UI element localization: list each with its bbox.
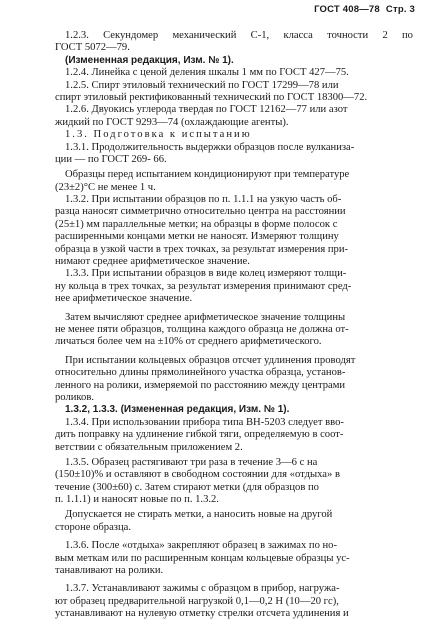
text-line: 1.2.6. Двуокись углерода твердая по ГОСТ 12162—77 или азот bbox=[65, 104, 348, 116]
page-header bbox=[314, 4, 415, 15]
text-line: 1.3.1. Продолжительность выдержки образцов после вулканиза- bbox=[65, 141, 355, 153]
amendment-note: 1.3.2, 1.3.3. (Измененная редакция, Изм. № 1). bbox=[65, 404, 290, 416]
text-line: 1.3.4. При использовании прибора типа ВН-5203 следует вво- bbox=[65, 416, 344, 428]
word: С-1, bbox=[250, 30, 270, 41]
text-line: ют образец предварительной нагрузкой 0,1—0,2 Н (10—20 гс), bbox=[55, 595, 339, 607]
word: 2 bbox=[382, 30, 388, 41]
text-line: 1.3.2. При испытании образцов по п. 1.1.1 на узкую часть об- bbox=[65, 194, 342, 206]
text-line: ну кольца в трех точках, за результат измерения принимают сред- bbox=[55, 280, 352, 292]
text-line: нимают среднее арифметическое значение. bbox=[55, 256, 250, 268]
text-line: 1.3.5. Образец растягивают три раза в течение 3—6 с на bbox=[65, 456, 318, 468]
page-number: Стр. 3 bbox=[385, 4, 415, 15]
text-line: Затем вычисляют среднее арифметическое значение толщины bbox=[65, 311, 346, 323]
word: точности bbox=[327, 30, 369, 41]
word: Секундомер bbox=[103, 30, 159, 41]
text-line: нее арифметическое значение. bbox=[55, 293, 193, 305]
text-line: образца в узкой части в трех точках, за результат измерения при- bbox=[55, 243, 349, 255]
text-line: роликов. bbox=[55, 391, 94, 403]
text-line: не менее пяти образцов, толщина каждого образца не должна от- bbox=[55, 323, 349, 335]
text-line: п. 1.1.1) и наносят новые по п. 1.3.2. bbox=[55, 494, 219, 506]
text-line: 1.2.5. Спирт этиловый технический по ГОСТ 17299—78 или bbox=[65, 79, 339, 91]
text-line: 1.2.4. Линейка с ценой деления шкалы 1 мм по ГОСТ 427—75. bbox=[65, 67, 349, 79]
text-line bbox=[55, 30, 413, 42]
text-line: устанавливают на нулевую отметку стрелки отсчета удлинения и bbox=[55, 608, 349, 620]
text-line: ленного на ролики, измеряемой по расстоянию между центрами bbox=[55, 379, 346, 391]
text-line: течение (300±60) с. Затем стирают метки (для образцов по bbox=[55, 481, 319, 493]
body-text bbox=[55, 30, 413, 621]
text-line: ГОСТ 5072—79. bbox=[55, 42, 130, 54]
text-line: Образцы перед испытанием кондиционируют при температуре bbox=[65, 169, 350, 181]
text-line: 1.3.6. После «отдыха» закрепляют образец в зажимах по но- bbox=[65, 540, 338, 552]
text-line: 1.3.3. При испытании образцов в виде колец измеряют толщи- bbox=[65, 268, 347, 280]
text-line: дить поправку на удлинение гибкой тяги, определяемую в соот- bbox=[55, 429, 344, 441]
word: механический bbox=[172, 30, 237, 41]
text-line: 1.3.7. Устанавливают зажимы с образцом в прибор, нагружа- bbox=[65, 583, 340, 595]
standard-number: ГОСТ 408—78 bbox=[314, 4, 380, 15]
text-line: (25±1) мм параллельные метки; на образцы в форме полосок с bbox=[55, 218, 338, 230]
word: 1.2.3. bbox=[65, 30, 89, 41]
text-line: спирт этиловый ректификованный технический по ГОСТ 18300—72. bbox=[55, 91, 368, 103]
text-line: Допускается не стирать метки, а наносить новые на другой bbox=[65, 509, 333, 521]
amendment-note: (Измененная редакция, Изм. № 1). bbox=[65, 54, 234, 66]
word: по bbox=[402, 30, 413, 41]
text-line: (150±10)% и оставляют в свободном состоянии для «отдыха» в bbox=[55, 469, 340, 481]
text-line: жидкий по ГОСТ 9293—74 (охлаждающие агенты). bbox=[55, 116, 289, 128]
text-line: (23±2)°С не менее 1 ч. bbox=[55, 181, 156, 193]
text-line: расширенными концами метки не наносят. Измеряют толщину bbox=[55, 231, 339, 243]
text-line: ции — по ГОСТ 269- 66. bbox=[55, 153, 167, 165]
text-line: танавливают на ролики. bbox=[55, 565, 164, 577]
text-line: При испытании кольцевых образцов отсчет удлинения проводят bbox=[65, 354, 356, 366]
text-line: личаться более чем на ±10% от среднего арифметического. bbox=[55, 336, 322, 348]
text-line: ветствии с обязательным приложением 2. bbox=[55, 441, 243, 453]
text-line: относительно длины прямолинейного участка образца, установ- bbox=[55, 367, 346, 379]
text-line: стороне образца. bbox=[55, 521, 131, 533]
section-heading: 1.3. Подготовка к испытанию bbox=[65, 129, 252, 141]
word: класса bbox=[283, 30, 313, 41]
text-line: вым меткам или по расширенным концам кольцевые образцы ус- bbox=[55, 552, 350, 564]
text-line: разца наносят симметрично относительно центра на расстоянии bbox=[55, 206, 346, 218]
